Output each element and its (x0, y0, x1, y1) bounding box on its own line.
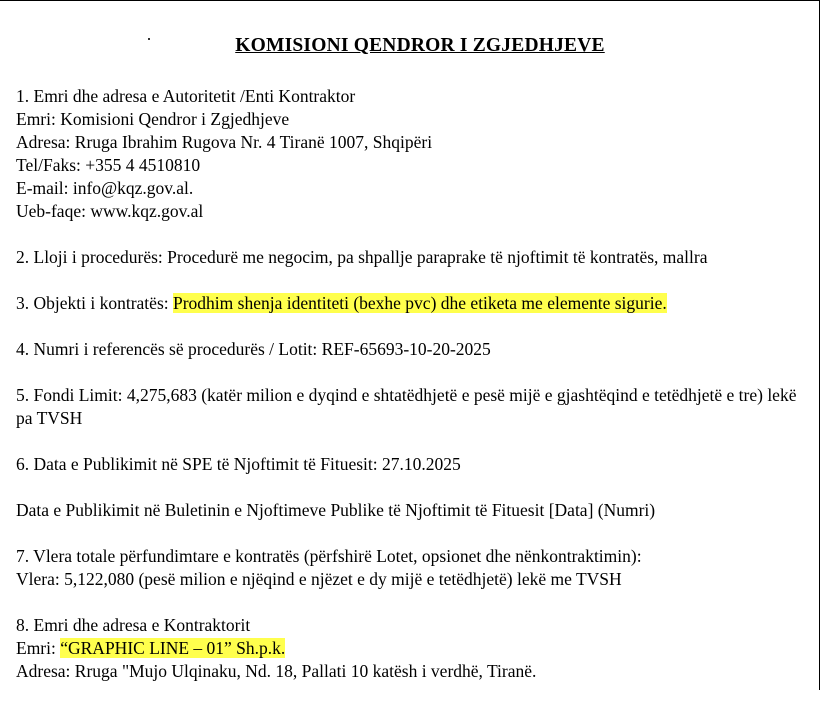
document-title: KOMISIONI QENDROR I ZGJEDHJEVE (235, 35, 605, 56)
page-right-edge (819, 0, 820, 690)
contractor-name (16, 637, 816, 660)
section-1-heading: 1. Emri dhe adresa e Autoritetit /Enti Kontraktor (16, 86, 356, 106)
contract-object-label: 3. Objekti i kontratës: (16, 293, 173, 313)
section-7-heading: 7. Vlera totale përfundimtare e kontratës (përfshirë Lotet, opsionet dhe nënkontraktimin): (16, 546, 642, 566)
authority-address: Adresa: Rruga Ibrahim Rugova Nr. 4 Tiranë 1007, Shqipëri (16, 132, 433, 152)
section-final-value (16, 545, 816, 591)
document-body (16, 33, 816, 706)
authority-email: E-mail: info@kqz.gov.al. (16, 178, 194, 198)
section-contracting-authority (16, 85, 816, 223)
contractor-name-label: Emri: (16, 638, 61, 658)
bulletin-publication: Data e Publikimit në Buletinin e Njoftimeve Publike të Njoftimit të Fituesit [Data] (Numri) (16, 500, 656, 520)
section-procedure-type: 2. Lloji i procedurës: Procedurë me negocim, pa shpallje paraprake të njoftimit të kontratës, mallra (16, 247, 708, 267)
contractor-name-highlight: “GRAPHIC LINE – 01” Sh.p.k. (60, 638, 286, 658)
contractor-address: Adresa: Rruga "Mujo Ulqinaku, Nd. 18, Pallati 10 katësh i verdhë, Tiranë. (16, 661, 537, 681)
page-top-edge (0, 0, 820, 1)
authority-website: Ueb-faqe: www.kqz.gov.al (16, 201, 204, 221)
section-limit-fund: 5. Fondi Limit: 4,275,683 (katër milion e dyqind e shtatëdhjetë e pesë mijë e gjashtëqind e tetëdhjetë e tre) lekë pa TVSH (16, 385, 797, 428)
section-8-heading: 8. Emri dhe adresa e Kontraktorit (16, 615, 251, 635)
authority-name: Emri: Komisioni Qendror i Zgjedhjeve (16, 109, 290, 129)
contract-object-highlight: Prodhim shenja identiteti (bexhe pvc) dhe etiketa me elemente sigurie. (173, 293, 667, 313)
section-publication-date: 6. Data e Publikimit në SPE të Njoftimit të Fituesit: 27.10.2025 (16, 454, 461, 474)
section-contractor (16, 614, 816, 683)
section-contract-object (16, 292, 816, 315)
final-value: Vlera: 5,122,080 (pesë milion e njëqind e njëzet e dy mijë e tetëdhjetë) lekë me TVSH (16, 569, 622, 589)
section-reference-number: 4. Numri i referencës së procedurës / Lotit: REF-65693-10-20-2025 (16, 339, 491, 359)
authority-telfax: Tel/Faks: +355 4 4510810 (16, 155, 201, 175)
